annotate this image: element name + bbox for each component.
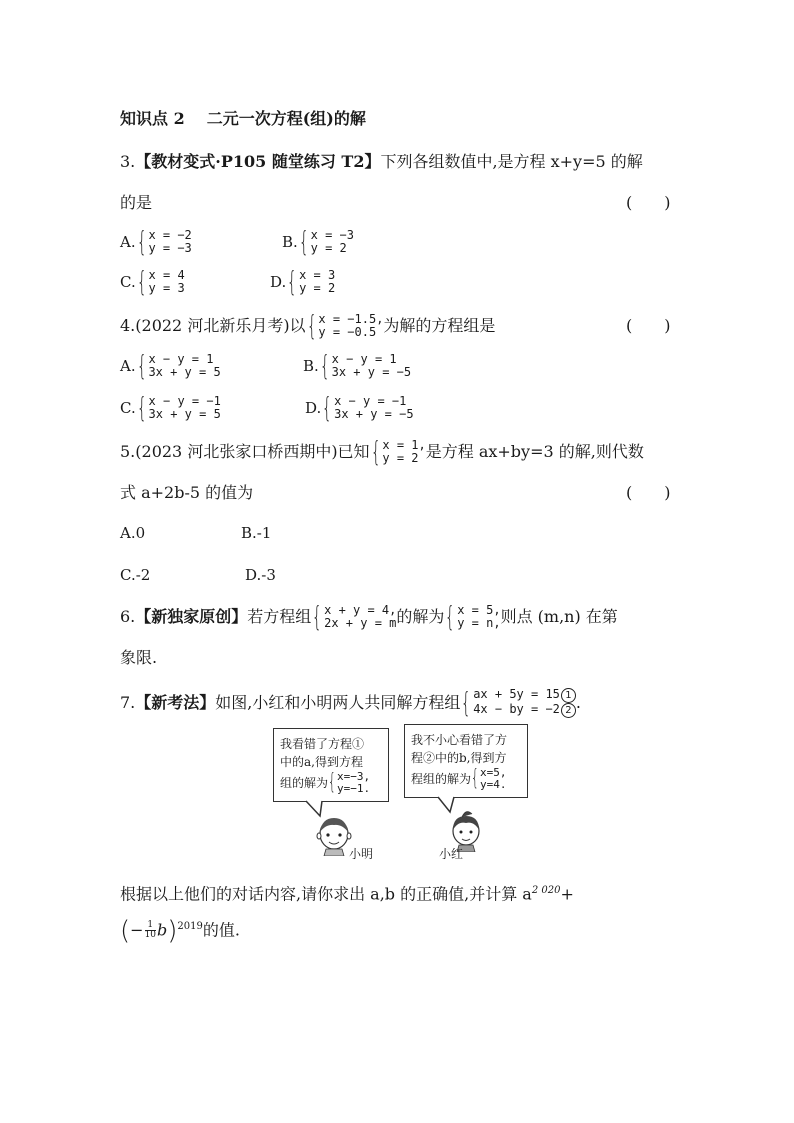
option-label: C.	[120, 399, 136, 417]
q7-text-post: .	[575, 693, 581, 712]
brace: {	[312, 600, 323, 633]
circled-number-2: 2	[561, 703, 576, 718]
q3-stem	[120, 151, 643, 173]
q5-answer-blank[interactable]: ( )	[626, 483, 671, 502]
q5-text-pre: 5.(2023 河北张家口桥西期中)已知	[120, 442, 370, 461]
xiaoming-avatar-icon	[316, 812, 352, 856]
brace: {	[328, 770, 336, 795]
system-row: y = 3	[148, 281, 185, 295]
system-row: y = −0.5	[318, 325, 377, 339]
brace: {	[287, 265, 298, 298]
system-row: 3x + y = 5	[148, 407, 221, 421]
q4-text-post: 为解的方程组是	[383, 316, 496, 335]
q7-number: 7.	[120, 693, 136, 712]
q4-stem	[120, 309, 496, 342]
q4-option-a[interactable]	[120, 349, 221, 382]
system-row: x − y = 1	[331, 352, 397, 366]
system-row: 3x + y = −5	[331, 365, 412, 379]
option-label: A.	[120, 233, 136, 251]
q6-text-pre: 若方程组	[247, 607, 312, 626]
brace: {	[136, 265, 147, 298]
option-label: D.	[270, 273, 287, 291]
system-row: y = −3	[148, 241, 192, 255]
brace: {	[136, 349, 147, 382]
brace: {	[319, 349, 330, 382]
minus-sign: −	[130, 920, 144, 940]
q6-stem-2: 象限.	[120, 648, 158, 667]
variable-b: b	[157, 920, 168, 940]
q5-stem	[120, 435, 644, 468]
system-row: x − y = −1	[334, 394, 407, 408]
system-row: x = −1.5,	[318, 312, 384, 326]
xiaoming-name: 小明	[349, 847, 374, 861]
section-number: 知识点 2	[120, 109, 185, 128]
brace: {	[461, 686, 472, 719]
brace: {	[322, 391, 333, 424]
exponent-2019: 2019	[177, 921, 203, 932]
brace: {	[136, 225, 147, 258]
system-row: y=−1.	[337, 782, 371, 795]
system-row: x = 5,	[457, 603, 501, 617]
system-row: 2x + y = m	[324, 616, 397, 630]
q3-number: 3.	[120, 152, 136, 171]
option-label: D.	[305, 399, 322, 417]
left-paren: (	[120, 915, 131, 946]
q6-text-mid: 的解为	[396, 607, 445, 626]
q5-option-b[interactable]: B.-1	[241, 524, 272, 542]
system-row: x − y = 1	[148, 352, 214, 366]
option-label: C.	[120, 273, 136, 291]
q4-option-d[interactable]	[305, 391, 414, 424]
system-row: x=−3,	[337, 770, 371, 783]
q3-option-b[interactable]	[282, 225, 354, 258]
fraction-one-tenth	[145, 921, 156, 940]
bubble-line: 中的a,得到方程	[280, 755, 363, 769]
system-row: y = 2	[310, 241, 347, 255]
equation-1: ax + 5y = 15	[473, 687, 560, 701]
system-row: y=4.	[480, 778, 507, 791]
q3-option-c[interactable]	[120, 265, 185, 298]
system-row: 3x + y = −5	[334, 407, 414, 421]
q6-stem	[120, 600, 618, 633]
brace: {	[445, 600, 456, 633]
q3-tag: 【教材变式·P105 随堂练习 T2】	[135, 152, 381, 171]
q5-option-c[interactable]: C.-2	[120, 566, 151, 584]
brace: {	[136, 391, 147, 424]
option-label: B.	[282, 233, 298, 251]
system-row: x − y = −1	[148, 394, 221, 408]
system-row: 3x + y = 5	[148, 365, 221, 379]
q7-text-pre: 如图,小红和小明两人共同解方程组	[215, 693, 461, 712]
system-row	[473, 703, 576, 718]
q6-number: 6.	[120, 607, 136, 626]
section-subtitle: 二元一次方程(组)的解	[206, 109, 366, 128]
bubble-line: 我看错了方程①	[280, 737, 365, 751]
bubble-line: 组的解为	[280, 776, 329, 790]
option-label: B.	[303, 357, 319, 375]
q6-tag: 【新独家原创】	[135, 607, 248, 626]
q5-option-a[interactable]: A.0	[120, 524, 146, 542]
bubble-line: 我不小心看错了方	[411, 733, 508, 747]
exponent-2020: 2 020	[531, 885, 561, 896]
q7-question-line1	[120, 880, 574, 905]
system-row: y = 2	[382, 451, 419, 465]
q3-option-d[interactable]	[270, 265, 336, 298]
xiaohong-name: 小红	[439, 847, 464, 861]
brace: {	[471, 766, 479, 791]
system-row: x=5,	[480, 766, 507, 779]
q4-text-pre: 4.(2022 河北新乐月考)以	[120, 316, 306, 335]
equation-2: 4x − by = −2	[473, 702, 560, 716]
q7-question-text: 根据以上他们的对话内容,请你求出 a,b 的正确值,并计算 a	[120, 884, 532, 904]
circled-number-1: 1	[561, 688, 576, 703]
q4-answer-blank[interactable]: ( )	[626, 316, 671, 335]
q3-option-a[interactable]	[120, 225, 192, 258]
q5-text-post: 是方程 ax+by=3 的解,则代数	[425, 442, 644, 461]
system-row: x = 3	[299, 268, 336, 282]
q3-text: 下列各组数值中,是方程 x+y=5 的解	[380, 152, 643, 171]
q7-question-end: 的值.	[202, 920, 240, 940]
q5-option-d[interactable]: D.-3	[245, 566, 276, 584]
system-row: x + y = 4,	[324, 603, 397, 617]
system-row: y = n,	[457, 616, 501, 630]
q4-option-b[interactable]	[303, 349, 412, 382]
q6-text-post: 则点 (m,n) 在第	[500, 607, 618, 626]
q7-tag: 【新考法】	[135, 693, 216, 712]
option-label: A.	[120, 357, 136, 375]
section-title	[120, 108, 366, 130]
q3-answer-blank[interactable]: ( )	[626, 193, 671, 212]
system-row: x = 4	[148, 268, 185, 282]
speech-bubble-xiaohong	[404, 724, 528, 798]
system-row: x = −3	[310, 228, 354, 242]
q5-stem-2: 式 a+2b-5 的值为	[120, 483, 254, 502]
brace: {	[298, 225, 309, 258]
q4-option-c[interactable]	[120, 391, 221, 424]
q7-question-line2	[120, 915, 240, 946]
system-row	[473, 688, 576, 703]
system-row: x = 1,	[382, 438, 426, 452]
bubble-line: 程组的解为	[411, 772, 472, 786]
fraction-denominator: 10	[144, 930, 157, 941]
q7-stem	[120, 688, 581, 718]
fraction-numerator: 1	[145, 921, 156, 931]
system-row: x = −2	[148, 228, 192, 242]
plus-sign: +	[560, 884, 574, 904]
brace: {	[306, 309, 317, 342]
speech-bubble-xiaoming	[273, 728, 389, 802]
brace: {	[370, 435, 381, 468]
system-row: y = 2	[299, 281, 336, 295]
bubble-line: 程②中的b,得到方	[411, 751, 507, 765]
q3-stem-2: 的是	[120, 193, 153, 212]
right-paren: )	[167, 915, 178, 946]
